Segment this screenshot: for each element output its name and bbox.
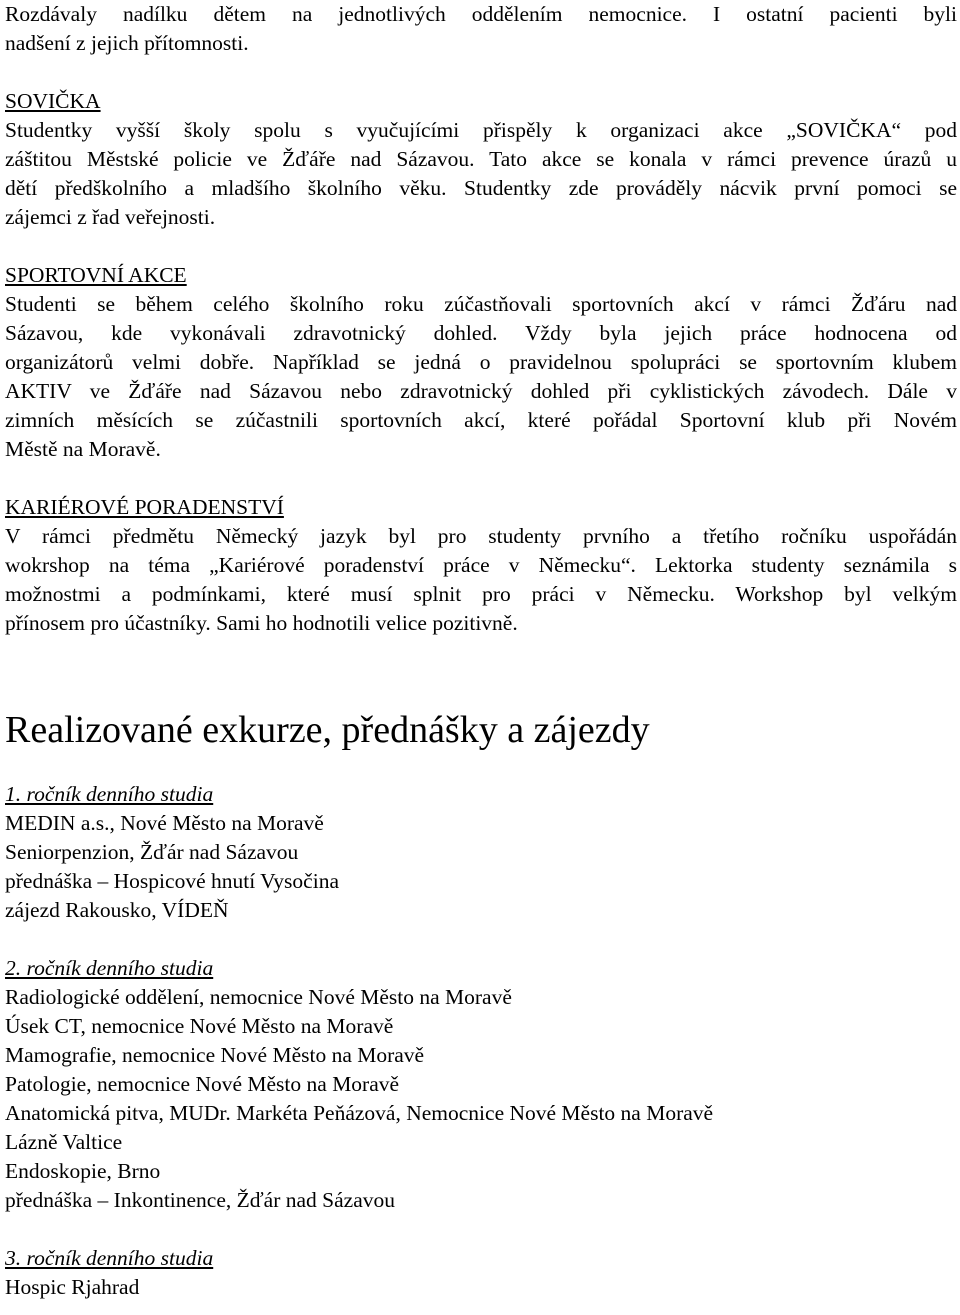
sovicka-line-3: dětí předškolního a mladšího školního věku. Studentky zde prováděly nácvik první pomoci se <box>5 176 957 200</box>
year-3-title: 3. ročník denního studia <box>5 1246 214 1270</box>
spacer <box>5 232 957 261</box>
year-2-section <box>5 954 957 983</box>
year-2-title: 2. ročník denního studia <box>5 956 214 980</box>
section-title-career: KARIÉROVÉ PORADENSTVÍ <box>5 495 284 519</box>
section-title-sovicka: SOVIČKA <box>5 89 101 113</box>
spacer <box>5 638 957 702</box>
section-title-sport: SPORTOVNÍ AKCE <box>5 263 187 287</box>
spacer <box>5 464 957 493</box>
career-line-4: přínosem pro účastníky. Sami ho hodnotili velice pozitivně. <box>5 611 518 635</box>
intro-line-1: Rozdávaly nadílku dětem na jednotlivých oddělením nemocnice. I ostatní pacienti byli <box>5 2 957 26</box>
list-item: Úsek CT, nemocnice Nové Město na Moravě <box>5 1014 394 1038</box>
list-item: Lázně Valtice <box>5 1130 123 1154</box>
spacer <box>5 58 957 87</box>
career-line-3: možnostmi a podmínkami, které musí splnit pro práci v Německu. Workshop byl velkým <box>5 582 957 606</box>
sovicka-line-2: záštitou Městské policie ve Žďáře nad Sázavou. Tato akce se konala v rámci prevence úrazů u <box>5 147 957 171</box>
sport-line-4: AKTIV ve Žďáře nad Sázavou nebo zdravotnický dohled při cyklistických závodech. Dále v <box>5 379 957 403</box>
sport-line-3: organizátorů velmi dobře. Například se jedná o pravidelnou spolupráci se sportovním klubem <box>5 350 957 374</box>
sport-line-6: Městě na Moravě. <box>5 437 161 461</box>
career-line-2: wokrshop na téma „Kariérové poradenství práce v Německu“. Lektorka studenty seznámila s <box>5 553 957 577</box>
list-item: přednáška – Hospicové hnutí Vysočina <box>5 869 339 893</box>
list-item: Radiologické oddělení, nemocnice Nové Město na Moravě <box>5 985 512 1009</box>
list-item: Endoskopie, Brno <box>5 1159 161 1183</box>
section-sport <box>5 261 957 290</box>
list-item: zájezd Rakousko, VÍDEŇ <box>5 898 229 922</box>
page-heading: Realizované exkurze, přednášky a zájezdy <box>5 709 650 751</box>
year-1-title: 1. ročník denního studia <box>5 782 214 806</box>
list-item: Patologie, nemocnice Nové Město na Moravě <box>5 1072 400 1096</box>
intro-line-2: nadšení z jejich přítomnosti. <box>5 31 249 55</box>
section-sovicka <box>5 87 957 116</box>
career-line-1: V rámci předmětu Německý jazyk byl pro studenty prvního a třetího ročníku uspořádán <box>5 524 957 548</box>
year-1-section <box>5 780 957 809</box>
sovicka-line-4: zájemci z řad veřejnosti. <box>5 205 216 229</box>
sport-line-1: Studenti se během celého školního roku zúčastňovali sportovních akcí v rámci Žďáru nad <box>5 292 957 316</box>
sport-line-2: Sázavou, kde vykonávali zdravotnický dohled. Vždy byla jejich práce hodnocena od <box>5 321 957 345</box>
year-3-section <box>5 1244 957 1273</box>
document-page <box>5 0 957 1302</box>
spacer <box>5 752 957 780</box>
list-item: Anatomická pitva, MUDr. Markéta Peňázová, Nemocnice Nové Město na Moravě <box>5 1101 714 1125</box>
list-item: Hospic Rjahrad <box>5 1275 140 1299</box>
section-career <box>5 493 957 522</box>
sport-line-5: zimních měsících se zúčastnili sportovních akcí, které pořádal Sportovní klub při Novém <box>5 408 957 432</box>
list-item: přednáška – Inkontinence, Žďár nad Sázavou <box>5 1188 396 1212</box>
spacer <box>5 1215 957 1244</box>
spacer <box>5 925 957 954</box>
list-item: Seniorpenzion, Žďár nad Sázavou <box>5 840 299 864</box>
sovicka-line-1: Studentky vyšší školy spolu s vyučujícími přispěly k organizaci akce „SOVIČKA“ pod <box>5 118 957 142</box>
list-item: Mamografie, nemocnice Nové Město na Moravě <box>5 1043 425 1067</box>
list-item: MEDIN a.s., Nové Město na Moravě <box>5 811 324 835</box>
